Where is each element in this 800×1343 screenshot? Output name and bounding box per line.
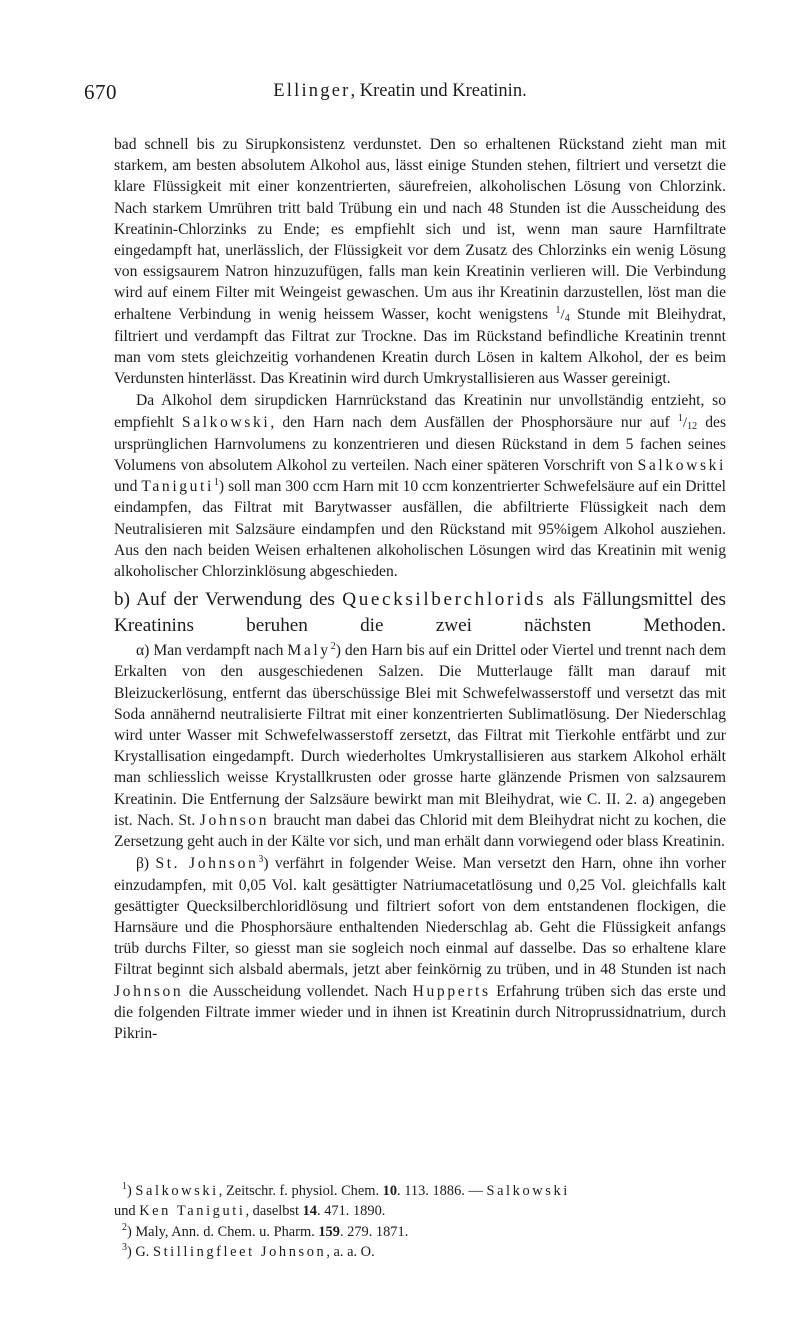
volume-number: 14 <box>302 1203 317 1220</box>
author-name: Salkowski <box>637 457 726 475</box>
footnote-number: 1 <box>122 1181 127 1192</box>
running-title-text: , Kreatin und Kreatinin. <box>350 81 527 101</box>
paragraph-2-text-c: des ursprünglichen Harnvolumens zu konzentrieren und diesen Rückstand in dem 5 fachen seines Volumens von absolutem Alkohol zu verteilen. Nach einer späteren Vorschrift von <box>114 413 727 475</box>
footnote-marker: 3 <box>258 854 264 866</box>
author-name: Johnson <box>199 811 270 829</box>
conjunction: und <box>114 478 142 496</box>
paragraph-4-text-b: ) verfährt in folgender Weise. Man versetzt den Harn, ohne ihn vorher einzudampfen, mit 0,05 Vol. kalt gesättigter Natriumacetatlösung und 0,25 Vol. gleichfalls kalt gesättigter Quecksilberchloridlösung und filtriert sofort von dem entstandenen flockigen, die Harnsäure und die Phosphorsäure enthaltenden Niederschlag ab. Geht die Flüssigkeit anfangs trüb durchs Filter, so giesst man sie sogleich noch einmal auf dasselbe. Das so erhaltene klare Filtrat beginnt sich alsbald abermals, jetzt aber feinkörnig zu trüben, und in 48 Stunden ist nach <box>114 855 726 979</box>
author-name: Johnson <box>114 982 184 1000</box>
footnote-text: . 279. 1871. <box>339 1223 409 1240</box>
heading-text-b: als Fällungsmittel des Kreatinins beruhen die zwei nächsten Methoden. <box>114 589 726 637</box>
footnote-1: $^1$) Salkowski, Zeitschr. f. physiol. Chem. 10. 113. 1886. — Salkowski und Ken Taniguti, daselbst 14. 471. 1890. <box>114 1181 570 1220</box>
footnote-author: Ken Taniguti <box>139 1203 246 1220</box>
footnote-author: Salkowski <box>135 1183 219 1199</box>
footnote-author: Salkowski <box>486 1183 570 1199</box>
running-head <box>0 80 800 106</box>
footnote-3: $^3$) G. Stillingfleet Johnson, a. a. O. <box>122 1242 375 1261</box>
footnote-text: und <box>114 1203 140 1220</box>
paragraph-4 <box>114 853 726 1044</box>
heading-emphasis: Quecksilberchlorids <box>342 589 547 611</box>
paragraph-1-continued: Stunde mit Bleihydrat, filtriert und verdampft das Filtrat zur Trockne. Das im Rückstand befindliche Kreatinin trennt man vom stets gleichzeitig vorhandenen Kreatin durch Lösen in kaltem Alkohol, der es beim Verdunsten hinterlässt. Das Kreatinin wird durch Umkrystallisieren aus Wasser gereinigt. <box>114 305 726 388</box>
footnote-number: 2 <box>122 1221 127 1233</box>
fraction-numerator: 1 <box>555 304 561 316</box>
author-name: Taniguti <box>141 478 214 496</box>
paragraph-1-text: bad schnell bis zu Sirupkonsistenz verdunstet. Den so erhaltenen Rückstand zieht man mit starkem, am besten absolutem Alkohol aus, lässt einige Stunden stehen, filtriert und versetzt die klare Flüssigkeit mit einer konzentrierten, säurefreien, alkoholischen Lösung von Chlorzink. Nach starkem Umrühren tritt bald Trübung ein und nach 48 Stunden ist die Ausscheidung des Kreatinin-Chlorzinks zu Ende; es empfiehlt sich und ist, wenn man saure Harnfiltrate eingedampft hat, unerlässlich, der Flüssigkeit vor dem Zusatz des Chlorzinks ein wenig Lösung von essigsaurem Natron hinzuzufügen, falls man kein Kreatinin verlieren will. Die Verbindung wird auf einem Filter mit Weingeist gewaschen. Um aus ihr Kreatinin darzustellen, löst man die erhaltene Verbindung in wenig heissem Wasser, kocht wenigstens <box>114 136 726 323</box>
paragraph-3-text-b: ) den Harn bis auf ein Drittel oder Viertel und trennt nach dem Erkalten von den ausgeschiedenen Salzen. Die Mutterlauge fällt man darauf mit Bleizuckerlösung, entfernt das überschüssige Blei mit Schwefelwasserstoff und versetzt das mit Soda annähernd neutralisierte Filtrat mit einer konzentrierten Sublimatlösung. Der Niederschlag wird unter Wasser mit Schwefelwasserstoff zersetzt, das Filtrat mit Tierkohle entfärbt und zur Krystallisation eingedampft. Durch wiederholtes Umkrystallisieren aus starkem Alkohol erhält man schliesslich weisse Krystallkrusten oder grosse harte glänzende Prismen von salzsaurem Kreatinin. Die Entfernung der Salzsäure bewirkt man mit Bleihydrat, wie C. II. 2. a) angegeben ist. Nach. St. <box>114 642 726 829</box>
section-heading <box>114 587 726 639</box>
fraction-numerator: 1 <box>677 412 683 424</box>
paragraph-3-text-c: braucht man dabei das Chlorid mit dem Bleihydrat nicht zu kochen, die Zersetzung geht auch in der Kälte vor sich, und man erhält dann vorwiegend oder blass Kreatinin. <box>114 811 727 851</box>
footnote-author: Stillingfleet Johnson <box>152 1244 327 1261</box>
author-name: Hupperts <box>412 982 491 1000</box>
author-name: Maly <box>287 642 331 660</box>
fraction-twelfth: $^1/_{12}$ <box>677 412 698 432</box>
author-name: St. Johnson <box>155 855 259 873</box>
fraction-quarter: $^1/_4$ <box>555 304 570 324</box>
footnote-author: Maly <box>135 1223 165 1240</box>
running-title <box>0 81 800 102</box>
footnote-marker: 1 <box>213 477 219 489</box>
paragraph-2-text-a: Da Alkohol dem sirupdicken Harnrückstand das Kreatinin nur unvollständig entzieht, so empfiehlt <box>114 392 726 431</box>
paragraph-3 <box>114 640 726 852</box>
paragraph-2-text-d: ) soll man 300 ccm Harn mit 10 ccm konzentrierter Schwefelsäure auf ein Drittel eindampfen, das Filtrat mit Barytwasser ausfällen, die abfiltrierte Flüssigkeit nach dem Neutralisieren mit Salzsäure eindampfen und den Rückstand mit 95%igem Alkohol ausziehen. Aus den nach beiden Weisen erhaltenen alkoholischen Lösungen wird das Kreatinin mit wenig alkoholischer Chlorzinklösung abgeschieden. <box>114 478 726 581</box>
body-text <box>114 134 726 1044</box>
footnote-text: G. <box>135 1244 153 1261</box>
volume-number: 10 <box>382 1183 398 1199</box>
footnote-text: , Zeitschr. f. physiol. Chem. <box>218 1183 383 1199</box>
page-number: 670 <box>84 80 117 104</box>
paragraph-2-text-b: , den Harn nach dem Ausfällen der Phosphorsäure nur auf <box>270 413 678 431</box>
fraction-denominator: 4 <box>564 312 570 324</box>
footnote-text: , daselbst <box>245 1203 303 1220</box>
paragraph-4-text-a: β) <box>136 855 156 873</box>
paragraph-4-text-c: die Ausscheidung vollendet. Nach <box>183 982 413 1000</box>
volume-number: 159 <box>318 1223 340 1240</box>
paragraph-1 <box>114 134 726 389</box>
paragraph-3-text-a: α) Man verdampft nach <box>136 642 288 660</box>
footnote-number: 3 <box>122 1242 127 1254</box>
footnote-text: . 113. 1886. — <box>397 1183 487 1199</box>
paragraph-2 <box>114 390 726 582</box>
footnote-text: , a. a. O. <box>326 1244 375 1261</box>
footnotes <box>114 1181 726 1263</box>
footnote-text: . 471. 1890. <box>317 1203 386 1220</box>
paragraph-4-text-d: Erfahrung trüben sich das erste und die folgenden Filtrate immer wieder und in ihnen ist Kreatinin durch Nitroprussidnatrium, durch Pikrin- <box>114 982 726 1042</box>
footnote-2: $^2$) Maly, Ann. d. Chem. u. Pharm. 159. 279. 1871. <box>122 1221 409 1240</box>
footnote-text: , Ann. d. Chem. u. Pharm. <box>164 1223 319 1240</box>
heading-text-a: b) Auf der Verwendung des <box>114 589 343 611</box>
running-title-author: Ellinger <box>273 81 351 101</box>
fraction-denominator: 12 <box>687 420 698 432</box>
footnote-marker: 2 <box>330 641 336 653</box>
author-name: Salkowski <box>181 413 271 431</box>
